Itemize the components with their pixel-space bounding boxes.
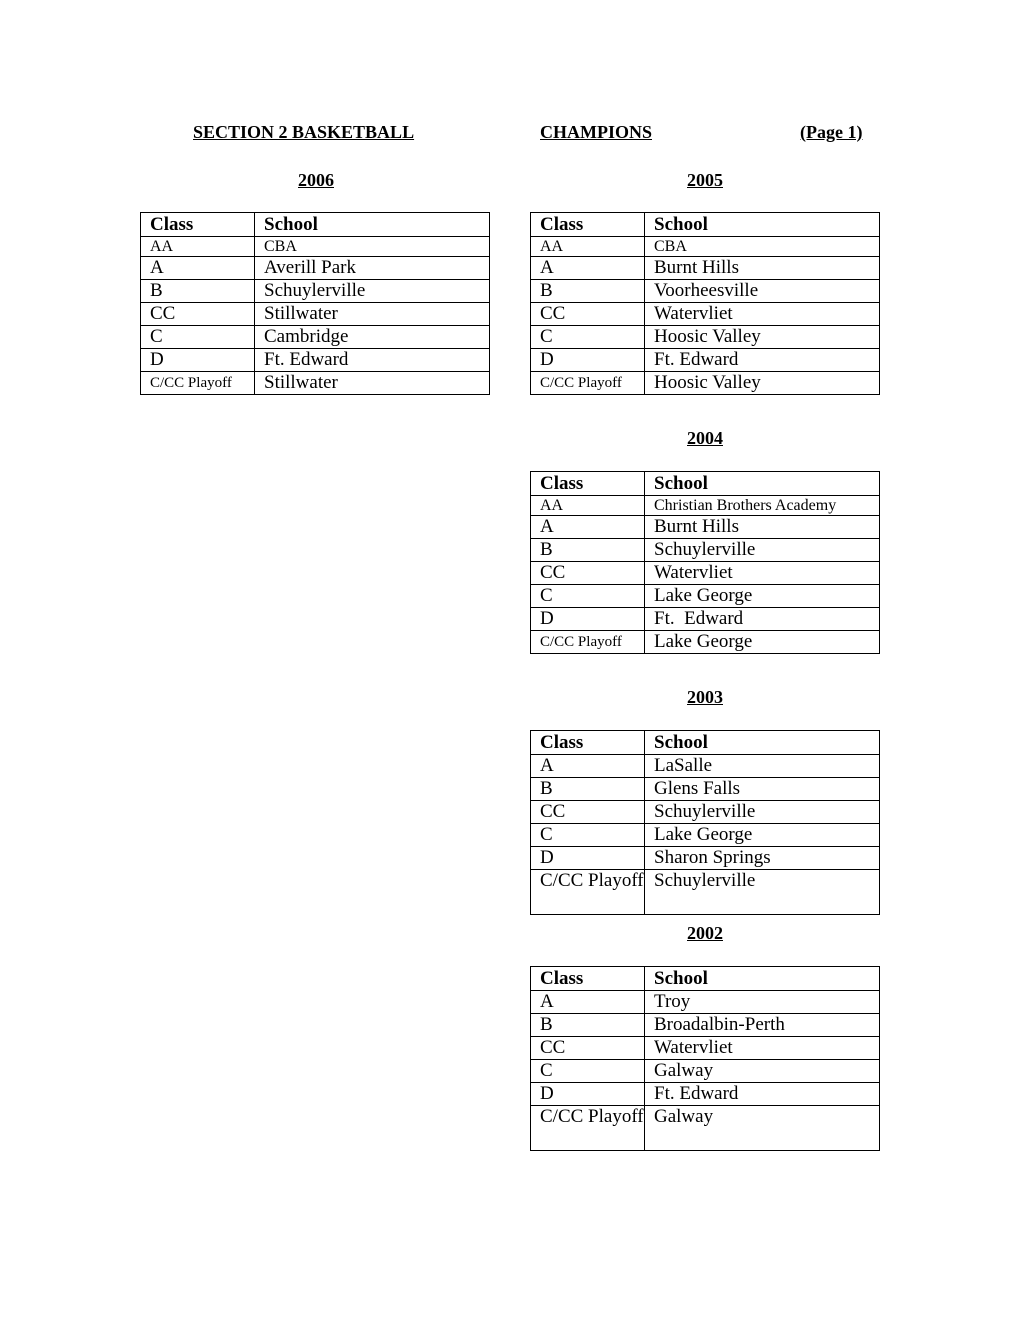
table-2002 xyxy=(530,966,880,1151)
school-column-header: School xyxy=(645,731,880,755)
table-row xyxy=(141,303,490,326)
school-cell: Broadalbin-Perth xyxy=(645,1014,880,1037)
school-cell: Schuylerville xyxy=(645,870,880,915)
class-cell: D xyxy=(531,1083,645,1106)
class-cell: C xyxy=(531,585,645,608)
class-cell: C xyxy=(531,824,645,847)
school-cell: Watervliet xyxy=(645,303,880,326)
class-cell: B xyxy=(531,539,645,562)
school-cell: Sharon Springs xyxy=(645,847,880,870)
school-cell: Ft. Edward xyxy=(645,608,880,631)
page-number: (Page 1) xyxy=(800,122,863,142)
table-row xyxy=(531,1014,880,1037)
school-cell: Lake George xyxy=(645,824,880,847)
table-row xyxy=(531,778,880,801)
school-cell: Schuylerville xyxy=(255,280,490,303)
table-row xyxy=(531,349,880,372)
table-row xyxy=(531,801,880,824)
class-cell: B xyxy=(141,280,255,303)
school-cell: Cambridge xyxy=(255,326,490,349)
class-column-header: Class xyxy=(531,472,645,496)
class-cell: D xyxy=(531,608,645,631)
class-cell: AA xyxy=(531,496,645,516)
school-cell: Schuylerville xyxy=(645,539,880,562)
class-column-header: Class xyxy=(531,213,645,237)
class-cell: C xyxy=(531,1060,645,1083)
table-header-row xyxy=(531,967,880,991)
table-header-row xyxy=(141,213,490,237)
year-2003-heading: 2003 xyxy=(687,687,723,707)
class-cell: C/CC Playoff xyxy=(531,1106,645,1151)
school-cell: Galway xyxy=(645,1106,880,1151)
class-cell: C xyxy=(531,326,645,349)
class-cell: C/CC Playoff xyxy=(141,372,255,395)
school-column-header: School xyxy=(645,213,880,237)
year-2005-heading: 2005 xyxy=(687,170,723,190)
school-cell: Christian Brothers Academy xyxy=(645,496,880,516)
class-cell: B xyxy=(531,778,645,801)
class-cell: D xyxy=(531,349,645,372)
class-cell: C/CC Playoff xyxy=(531,372,645,395)
school-cell: Stillwater xyxy=(255,303,490,326)
table-row xyxy=(531,496,880,516)
table-2003 xyxy=(530,730,880,915)
class-cell: B xyxy=(531,280,645,303)
class-cell: A xyxy=(531,516,645,539)
class-cell: A xyxy=(141,257,255,280)
table-row xyxy=(531,991,880,1014)
table-row xyxy=(531,585,880,608)
class-cell: A xyxy=(531,257,645,280)
school-cell: Ft. Edward xyxy=(255,349,490,372)
table-row xyxy=(531,372,880,395)
table-row xyxy=(141,280,490,303)
table-row xyxy=(531,562,880,585)
table-header-row xyxy=(531,472,880,496)
class-cell: CC xyxy=(531,801,645,824)
table-row xyxy=(531,516,880,539)
table-row xyxy=(531,824,880,847)
table-row xyxy=(531,1106,880,1151)
class-cell: CC xyxy=(531,1037,645,1060)
table-2004 xyxy=(530,471,880,654)
table-row xyxy=(531,631,880,654)
school-column-header: School xyxy=(255,213,490,237)
class-cell: CC xyxy=(141,303,255,326)
class-cell: CC xyxy=(531,562,645,585)
year-2006-heading: 2006 xyxy=(298,170,334,190)
section-title: SECTION 2 BASKETBALL xyxy=(193,122,415,142)
school-column-header: School xyxy=(645,472,880,496)
class-cell: B xyxy=(531,1014,645,1037)
champions-title: CHAMPIONS xyxy=(540,122,652,142)
class-cell: AA xyxy=(531,237,645,257)
school-cell: Troy xyxy=(645,991,880,1014)
school-cell: Watervliet xyxy=(645,562,880,585)
school-column-header: School xyxy=(645,967,880,991)
table-row xyxy=(531,539,880,562)
table-row xyxy=(141,326,490,349)
school-cell: Watervliet xyxy=(645,1037,880,1060)
class-column-header: Class xyxy=(141,213,255,237)
school-cell: Schuylerville xyxy=(645,801,880,824)
school-cell: Voorheesville xyxy=(645,280,880,303)
school-cell: Ft. Edward xyxy=(645,1083,880,1106)
table-header-row xyxy=(531,731,880,755)
school-cell: Lake George xyxy=(645,631,880,654)
table-row xyxy=(531,237,880,257)
school-cell: Burnt Hills xyxy=(645,257,880,280)
table-row xyxy=(531,257,880,280)
table-row xyxy=(141,372,490,395)
table-2006 xyxy=(140,212,490,395)
school-cell: Galway xyxy=(645,1060,880,1083)
class-column-header: Class xyxy=(531,967,645,991)
school-cell: Stillwater xyxy=(255,372,490,395)
table-row xyxy=(531,608,880,631)
school-cell: Hoosic Valley xyxy=(645,372,880,395)
table-row xyxy=(141,349,490,372)
table-row xyxy=(531,1083,880,1106)
school-cell: Hoosic Valley xyxy=(645,326,880,349)
table-row xyxy=(531,303,880,326)
table-row xyxy=(531,1060,880,1083)
table-row xyxy=(531,847,880,870)
school-cell: Burnt Hills xyxy=(645,516,880,539)
class-cell: C xyxy=(141,326,255,349)
class-cell: CC xyxy=(531,303,645,326)
table-2005 xyxy=(530,212,880,395)
class-cell: D xyxy=(531,847,645,870)
table-row xyxy=(531,326,880,349)
table-row xyxy=(531,870,880,915)
table-row xyxy=(531,755,880,778)
table-row xyxy=(141,257,490,280)
class-cell: D xyxy=(141,349,255,372)
table-row xyxy=(531,280,880,303)
school-cell: Ft. Edward xyxy=(645,349,880,372)
school-cell: Lake George xyxy=(645,585,880,608)
table-header-row xyxy=(531,213,880,237)
year-2004-heading: 2004 xyxy=(687,428,723,448)
class-cell: C/CC Playoff xyxy=(531,870,645,915)
school-cell: Glens Falls xyxy=(645,778,880,801)
school-cell: Averill Park xyxy=(255,257,490,280)
class-cell: AA xyxy=(141,237,255,257)
class-cell: C/CC Playoff xyxy=(531,631,645,654)
table-row xyxy=(531,1037,880,1060)
class-cell: A xyxy=(531,755,645,778)
class-column-header: Class xyxy=(531,731,645,755)
school-cell: LaSalle xyxy=(645,755,880,778)
class-cell: A xyxy=(531,991,645,1014)
year-2002-heading: 2002 xyxy=(687,923,723,943)
school-cell: CBA xyxy=(645,237,880,257)
table-row xyxy=(141,237,490,257)
school-cell: CBA xyxy=(255,237,490,257)
